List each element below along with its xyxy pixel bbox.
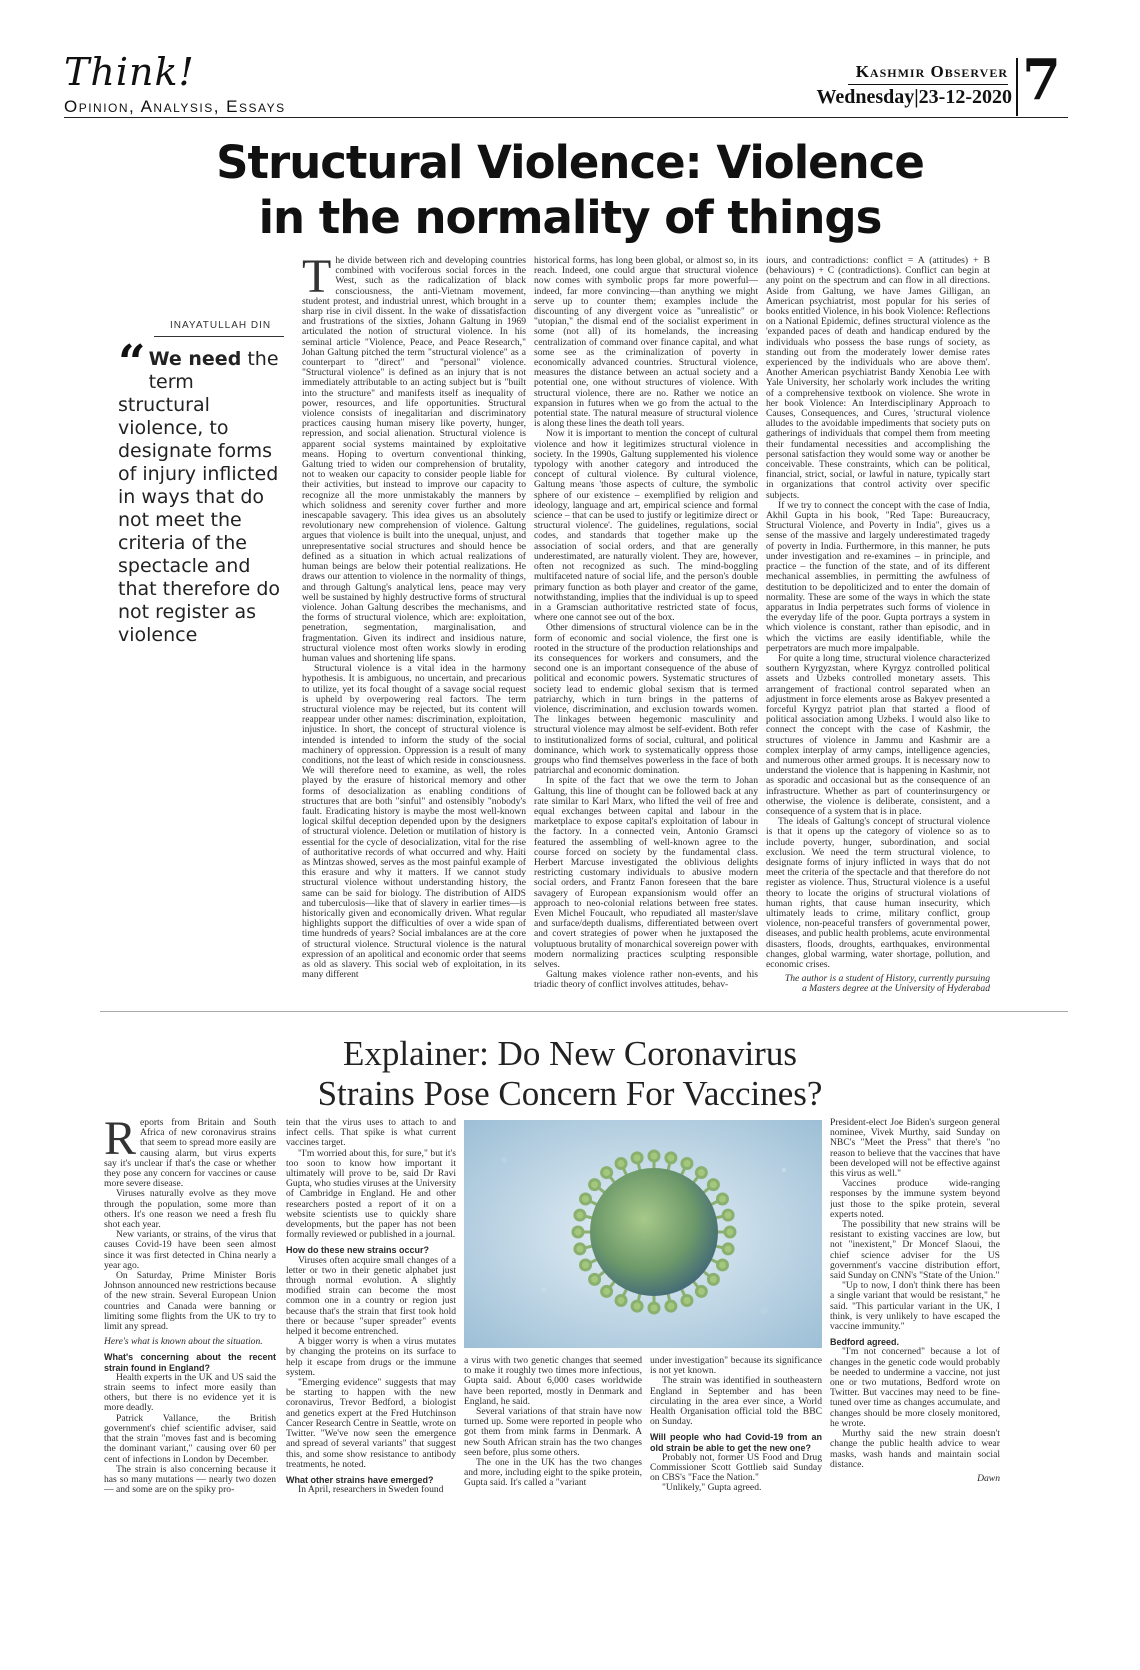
article2-paragraph: Several variations of that strain have now turned up. Some were reported in people who got them from mink farms in Denmark. A new South African strain has the two changes seen before, plus some others. xyxy=(464,1406,642,1458)
article2-paragraph: under investigation" because its significance is not yet known. xyxy=(650,1356,822,1377)
article1-paragraph: For quite a long time, structural violence characterized southern Kyrgyzstan, where Kyrgyz controlled political assets and Uzbeks controlled monetary assets. This arrangement of fractional control separated when an adjustment in force elements arose as Bakyev presented a forceful Kyrgyz patriot plan that started a flood of political association among Uzbeks. I would also like to connect the concept with the case of Kashmir, the structures of violence in Jammu and Kashmir are a complex interplay of army camps, intelligence agencies, and numerous other armed groups. It is necessary now to understand the violence that is happening in Kashmir, not as sporadic and occasional but as the consequence of an infrastructure. Whether as part of counterinsurgency or otherwise, the violence is deliberate, consistent, and a consequence of a system that is in place. xyxy=(766,652,990,817)
article2-paragraph: tein that the virus uses to attach to and infect cells. That spike is what current vaccines target. xyxy=(286,1118,456,1149)
article2-headline-line2: Strains Pose Concern For Vaccines? xyxy=(317,1074,823,1113)
author-credit: The author is a student of History, currently pursuing a Masters degree at the University of Hyderabad xyxy=(784,973,990,994)
spike-head xyxy=(573,1227,583,1237)
article2-column-1 xyxy=(104,1118,276,1618)
spike-head xyxy=(575,1210,585,1220)
article1-paragraph: Structural violence is a vital idea in the harmony hypothesis. It is ambiguous, no uncertain, and precarious to utilize, yet its focal thought of a savage social request is upheld by overpowering real factors. The term structural violence may be rejected, but its content will reappear under other names: discrimination, exploitation, injustice. In short, the concept of structural violence is intended is intended to inform the study of the social machinery of oppression. Oppression is a result of many conditions, not the least of which reside in consciousness. We will therefore need to examine, as well, the roles played by the erasure of historical memory and other forms of desocialization as enabling conditions of structures that are both "sinful" and ostensibly "nobody's fault. Eradicating history is maybe the most well-known logical skilful deception depended upon by the designers of structural violence. Deletion or mutilation of history is essential for the cycle of desocialization, vital for the rise of authoritative records of what occurred and why. Haiti as Mintzas showed, serves as the most painful example of this erasure and why it matters. If we cannot study structural violence without understanding history, the same can be said for biology. The distribution of AIDS and tuberculosis—like that of slavery in earlier times—is historically given and economically driven. What regular highlights support the difficulties of over a wide span of time hundreds of years? Social imbalances are at the core of structural violence. Structural violence is the natural expression of an apolitical and economic order that seems as old as slavery. This social web of exploitation, in its many different xyxy=(302,663,526,981)
issue-date: Wednesday|23-12-2020 xyxy=(816,86,1012,108)
article2-paragraph: Health experts in the UK and US said the strain seems to infect more easily than others, but there is no evidence yet it is more deadly. xyxy=(104,1371,276,1414)
spike-head xyxy=(649,1303,659,1313)
newspaper-name: Kashmir Observer xyxy=(855,62,1008,81)
article2-column-4 xyxy=(650,1356,822,1618)
spike-head xyxy=(682,1295,692,1305)
spike-head xyxy=(666,1301,676,1311)
article2-paragraph: a virus with two genetic changes that seemed to make it roughly two times more infectious, Gupta said. About 6,000 cases worldwide have been reported, mostly in Denmark and England, he said. xyxy=(464,1356,642,1407)
article2-dropcap: R xyxy=(104,1118,137,1165)
article2-paragraph: Patrick Vallance, the British government's chief scientific adviser, said that the strain "moves fast and is becoming the dominant variant," causing over 60 per cent of infections in London by December. xyxy=(104,1412,276,1465)
article1-column-3 xyxy=(766,256,990,994)
spike-head xyxy=(717,1260,727,1270)
article2-paragraph: "Unlikely," Gupta agreed. xyxy=(662,1482,762,1494)
spike-head xyxy=(575,1244,585,1254)
pull-quote-text: the term structural violence, to designate forms of injury inflicted in ways that do not meet the criteria of the spectacle and that therefore do not register as violence xyxy=(118,348,281,646)
article1-paragraph: historical forms, has long been global, or almost so, in its reach. Indeed, one could argue that structural violence now comes with symbolic props far more powerful—indeed, far more convincing—than anything we might serve up to counter them; examples include the discounting of any divergent voice as "unrealistic" or "utopian," the dismal end of the socialist experiment in some (not all) of its homelands, the increasing centralization of command over finance capital, and what some see as the criminalization of poverty in economically advanced countries. Structural violence, measures the distance between an actual society and a potential one, one without structures of violence. With structural violence, there are no. Rather we notice an expansion in futures when we go from the actual to the potential state. The natural measure of structural violence is along these lines the death toll years. xyxy=(534,256,758,430)
spike-head xyxy=(717,1194,727,1204)
article2-paragraph: New variants, or strains, of the virus that causes Covid-19 have been seen almost since it was first detected in China nearly a year ago. xyxy=(104,1229,276,1271)
article2-subhead: How do these new strains occur? xyxy=(286,1245,430,1256)
spike-head xyxy=(696,1286,706,1296)
article1-column-2 xyxy=(534,256,758,994)
article2-column-3 xyxy=(464,1356,642,1618)
pull-quote-bold: We need xyxy=(148,348,242,370)
article2-paragraph: On Saturday, Prime Minister Boris Johnson announced new restrictions because of the new strain. Several European Union countries and Canada were banning or limiting some flights from the UK to try to limit any spread. xyxy=(104,1270,276,1333)
page-number: 7 xyxy=(1022,47,1061,113)
spike-head xyxy=(632,1301,642,1311)
article1-paragraph: Galtung makes violence rather non-events, and his triadic theory of conflict involves attitudes, behav- xyxy=(534,969,758,991)
spike-head xyxy=(616,1159,626,1169)
article2-paragraph: A bigger worry is when a virus mutates by changing the proteins on its surface to help it escape from drugs or the immune system. xyxy=(286,1336,456,1378)
article2-paragraph: The strain was identified in southeastern England in September and has been circulating in the area ever since, a World Health Organisation official told the BBC on Sunday. xyxy=(650,1375,822,1428)
article1-paragraph: Now it is important to mention the concept of cultural violence and how it legitimizes structural violence in society. In the 1990s, Galtung supplemented his violence typology with another category and introduced the concept of cultural violence. By cultural violence, Galtung means 'those aspects of culture, the symbolic sphere of our existence – exemplified by religion and ideology, language and art, empirical science and formal science – that can be used to justify or legitimize direct or structural violence'. The guidelines, regulations, social codes, and standards that together make up the association of social orders, and that are generally underestimated, are naturally violent. They are, however, often not recognized as such. The mind-boggling multifaceted nature of social life, and the person's double primary function as both player and creator of the game, notwithstanding, implies that the individual is up to speed in a Gramscian authoritative restricted state of focus, where one cannot see out of the box. xyxy=(534,428,758,624)
article1-paragraph: iours, and contradictions: conflict = A (attitudes) + B (behaviours) + C (contradictions). Conflict can begin at any point on the spectrum and can flow in all directions. Aside from Galtung, we have James Gilligan, an American psychiatrist, most popular for his series of books entitled Violence, in his book Violence: Reflections on a National Epidemic, defines structural violence as the 'expanded paces of death and handicap endured by the individuals who possess the base rungs of society, as standing out from the moderately lower demise rates experienced by the individuals who are above them'. Another American psychiatrist Bandy Xenobia Lee with Yale University, her scholarly work includes the writing of a comprehensive textbook on violence. She wrote in her book Violence: An Interdisciplinary Approach to Causes, Consequences, and Cures, 'structural violence alludes to the avoidable impediments that society puts on gatherings of individuals that compel them from meeting their fundamental necessities and accomplishing the personal satisfaction they would some way or another be conceivable. These constraints, which can be political, financial, strict, social, or lawful in nature, typically start in organizations that control activity over specific subjects. xyxy=(766,256,990,501)
article2-column-5 xyxy=(830,1118,1000,1618)
article1-dropcap: T xyxy=(302,256,332,303)
spike-head xyxy=(725,1227,735,1237)
article1-paragraph: In spite of the fact that we owe the term to Johan Galtung, this line of thought can be followed back at any rate similar to Karl Marx, who lifted the veil of free and equal exchanges between capital and labour in the marketplace to expose capital's exploitation of labour in the factory. In a connected vein, Antonio Gramsci featured the assembling of well-known agree to the course forced on society by the fundamental class. Herbert Marcuse investigated the oblivious delights restricting customary individuals to abusive modern social orders, and Frantz Fanon foreseen that the bare savagery of European expansionism would offer an approach to neo-colonial relations between free states. Even Michel Foucault, who repudiated all master/slave and surface/depth dualisms, differentiated between overt and covert strategies of power when he juxtaposed the voluptuous brutality of monarchical sovereign power with modern normalizing practices sculpting responsible selves. xyxy=(534,775,758,971)
pull-quote xyxy=(118,335,288,647)
article2-headline-line1: Explainer: Do New Coronavirus xyxy=(343,1034,797,1073)
spike-head xyxy=(602,1286,612,1296)
article1-column-1 xyxy=(302,256,526,994)
article2-paragraph: Reports from Britain and South Africa of new coronavirus strains that seem to spread more easily are causing alarm, but virus experts say it's unclear if that's the case or whether they pose any concern for vaccines or cause more severe disease. xyxy=(104,1118,276,1190)
article2-paragraph: "I'm worried about this, for sure," but it's too soon to know how important it ultimately will prove to be, said Dr Ravi Gupta, who studies viruses at the University of Cambridge in England. He and other researchers posted a report of it on a website scientists use to quickly share developments, but the paper has not been formally reviewed or published in a journal. xyxy=(286,1147,456,1241)
article2-paragraph: Viruses often acquire small changes of a letter or two in their genetic alphabet just through normal evolution. A slightly modified strain can become the most common one in a country or region just because that's the strain that first took hold there or because "super spreader" events helped it become entrenched. xyxy=(286,1254,456,1338)
source-credit: Dawn xyxy=(977,1472,1000,1484)
article1-headline xyxy=(150,135,990,245)
section-divider xyxy=(100,1011,1068,1012)
spike-head xyxy=(723,1244,733,1254)
page-separator xyxy=(1016,58,1018,116)
spike-head xyxy=(708,1180,718,1190)
article2-column-2 xyxy=(286,1118,456,1618)
spike-head xyxy=(581,1260,591,1270)
spike-head xyxy=(723,1210,733,1220)
article1-paragraph: The divide between rich and developing countries combined with vociferous social forces in the West, such as the radicalization of black consciousness, the anti-Vietnam movement, student protest, and industrial unrest, which brought in a sharp rise in civil dissent. In the wake of dissatisfaction and frustrations of the sixties, Johann Galtung in 1969 articulated the notion of structural violence. In his seminal article "Violence, Peace, and Peace Research," Johan Galtung pitched the term "structural violence" as a counterpart to "direct" and "personal" violence. "Structural violence" is defined as an injury that is not immediately attributable to an acting subject but is "built into the structure" and manifests itself as inequality of power, resources, and life opportunities. Structural violence consists of inegalitarian and discriminatory practices causing human misery like poverty, hunger, repression, and social alienation. Structural violence is apparent social systems maintained by exploitative means. Hoping to overturn conventional thinking, Galtung tried to widen our comprehension of brutality, not to weaken our capacity to consider people liable for their activities, but instead to improve our capacity to recognize all the more unmistakably the manners by which solidness and serenity cover further and more inescapable savagery. This idea gives us an absolutely revolutionary new comprehension of violence. Galtung argues that violence is built into the unequal, unjust, and unrepresentative social structures and should hence be defined as a situation in which actual realizations of human beings are below their potential realizations. He draws our attention to violence in the normality of things, and through Galtung's analytical lens, peace may very well be sustained by highly destructive forms of structural violence. Johan Galtung describes the mechanisms, and the forms of structural violence, which are: exploitation, penetration, segmentation, marginalisation, and fragmentation. Given its indirect and insidious nature, structural violence most often works slowly in eroding human values and shortening life spans. xyxy=(302,256,526,664)
article1-paragraph: The ideals of Galtung's concept of structural violence is that it opens up the category of violence so as to include poverty, hunger, subordination, and social exclusion. We need the term structural violence, to designate forms of injury inflicted in ways that do not meet the criteria of the spectacle and that therefore do not register as violence. Thus, Structural violence is a useful theory to locate the origins of structural violations of human rights, that cause human insecurity, which ultimately leads to crime, military conflict, group violence, non-peaceful transfers of governmental power, diseases, and public health problems, acute environmental disasters, floods, droughts, earthquakes, environmental changes, global warming, water shortage, pollution, and economic crises. xyxy=(766,816,990,971)
spike-head xyxy=(708,1274,718,1284)
spike-head xyxy=(649,1151,659,1161)
spike-head xyxy=(696,1168,706,1178)
spike-head xyxy=(666,1153,676,1163)
article2-paragraph: The possibility that new strains will be resistant to existing vaccines are low, but not "inexistent," Dr Moncef Slaoui, the chief science adviser for the US government's vaccine distribution effort, said Sunday on CNN's "State of the Union." xyxy=(830,1219,1000,1282)
byline-rule xyxy=(154,336,284,337)
spike-head xyxy=(590,1180,600,1190)
article2-subhead: Will people who had Covid-19 from an old strain be able to get the new one? xyxy=(650,1432,822,1453)
coronavirus-icon xyxy=(464,1120,822,1348)
article2-paragraph: "Up to now, I don't think there has been a single variant that would be resistant," he said. "This particular variant in the UK, I think, is very unlikely to have escaped the vaccine immunity." xyxy=(830,1280,1000,1333)
article2-paragraph: Probably not, former US Food and Drug Commissioner Scott Gottlieb said Sunday on CBS's "Face the Nation." xyxy=(650,1451,822,1484)
spike-head xyxy=(602,1168,612,1178)
article2-subhead: What other strains have emerged? xyxy=(286,1474,434,1485)
spike-head xyxy=(682,1159,692,1169)
article2-paragraph: President-elect Joe Biden's surgeon general nominee, Vivek Murthy, said Sunday on NBC's "Meet the Press" that there's "no reason to believe that the vaccines that have been developed will not be effective against this virus as well." xyxy=(830,1118,1000,1180)
article2-paragraph: The one in the UK has the two changes and more, including eight to the spike protein, Gupta said. It's called a "variant xyxy=(464,1457,642,1489)
spike-head xyxy=(590,1274,600,1284)
article2-subhead: Bedford agreed. xyxy=(830,1337,900,1348)
article2-subhead: What's concerning about the recent strain found in England? xyxy=(104,1352,276,1373)
article2-paragraph: Murthy said the new strain doesn't change the public health advice to wear masks, wash hands and maintain social distance. xyxy=(830,1428,1000,1470)
section-subtitle: Opinion, Analysis, Essays xyxy=(64,97,286,116)
article1-paragraph: If we try to connect the concept with the case of India, Akhil Gupta in his book, "Red Tape: Bureaucracy, Structural Violence, and Poverty in India", gives us a sense of the massive and largely underestimated tragedy of poverty in India. Furthermore, in this manner, he puts under investigation and re-examines – in principle, and practice – the function of the state, and of its different mechanical assemblies, in permitting the awfulness of destitution to be depoliticized and to enter the domain of normality. These are some of the ways in which the state apparatus in India perpetrates such forms of violence in the everyday life of the poor. Gupta portrays a system in which violence is constant, rather than episodic, and in which the victims are easily identifiable, while the perpetrators are much more impalpable. xyxy=(766,499,990,654)
article1-paragraph: Other dimensions of structural violence can be in the form of economic and social violence, the first one is rooted in the structure of the production relationships and its consequences for workers and consumers, and the second one is an important consequence of the abuse of political and economic powers. Systematic structures of society lead to endemic global sexism that is termed patriarchy, which in turn brings in the patterns of violence, discrimination, and exclusion towards women. The linkages between hegemonic masculinity and structural violence may almost be self-evident. Both refer to institutionalized forms of social, cultural, and political dominance, which work to systematically oppress those groups who find themselves powerless in the face of both patriarchal and economic domination. xyxy=(534,622,758,777)
article1-headline-line1: Structural Violence: Violence xyxy=(216,136,924,189)
article2-paragraph: "I'm not concerned" because a lot of changes in the genetic code would probably be needed to undermine a vaccine, not just one or two mutations, Bedford wrote on Twitter. But vaccines may need to be fine-tuned over time as changes accumulate, and changes should be more closely monitored, he wrote. xyxy=(830,1346,1000,1429)
article2-paragraph: In April, researchers in Sweden found xyxy=(298,1484,444,1496)
spike-head xyxy=(632,1153,642,1163)
quote-mark-icon: “ xyxy=(118,335,146,391)
spike-head xyxy=(616,1295,626,1305)
article1-byline: INAYATULLAH DIN xyxy=(170,320,272,331)
article2-paragraph: "Emerging evidence" suggests that may be starting to happen with the new coronavirus, Trevor Bedford, a biologist and genetics expert at the Fred Hutchinson Cancer Research Centre in Seattle, wrote on Twitter. "We've now seen the emergence and spread of several variants" that suggest this, and some show resistance to antibody treatments, he noted. xyxy=(286,1377,456,1470)
article2-paragraph: The strain is also concerning because it has so many mutations — nearly two dozen — and some are on the spiky pro- xyxy=(104,1463,276,1496)
coronavirus-illustration xyxy=(464,1120,822,1348)
spike-head xyxy=(581,1194,591,1204)
header-rule xyxy=(64,117,1068,118)
section-title: Think! xyxy=(64,50,195,94)
newspaper-rule xyxy=(848,84,1008,85)
article1-headline-line2: in the normality of things xyxy=(258,191,882,244)
article2-paragraph: Vaccines produce wide-ranging responses by the immune system beyond just those to the spike protein, several experts noted. xyxy=(830,1178,1000,1220)
article2-headline xyxy=(150,1034,990,1114)
article2-paragraph: Viruses naturally evolve as they move through the population, some more than others. It's one reason we need a fresh flu shot each year. xyxy=(104,1188,276,1231)
article2-italic-note: Here's what is known about the situation. xyxy=(104,1336,263,1348)
